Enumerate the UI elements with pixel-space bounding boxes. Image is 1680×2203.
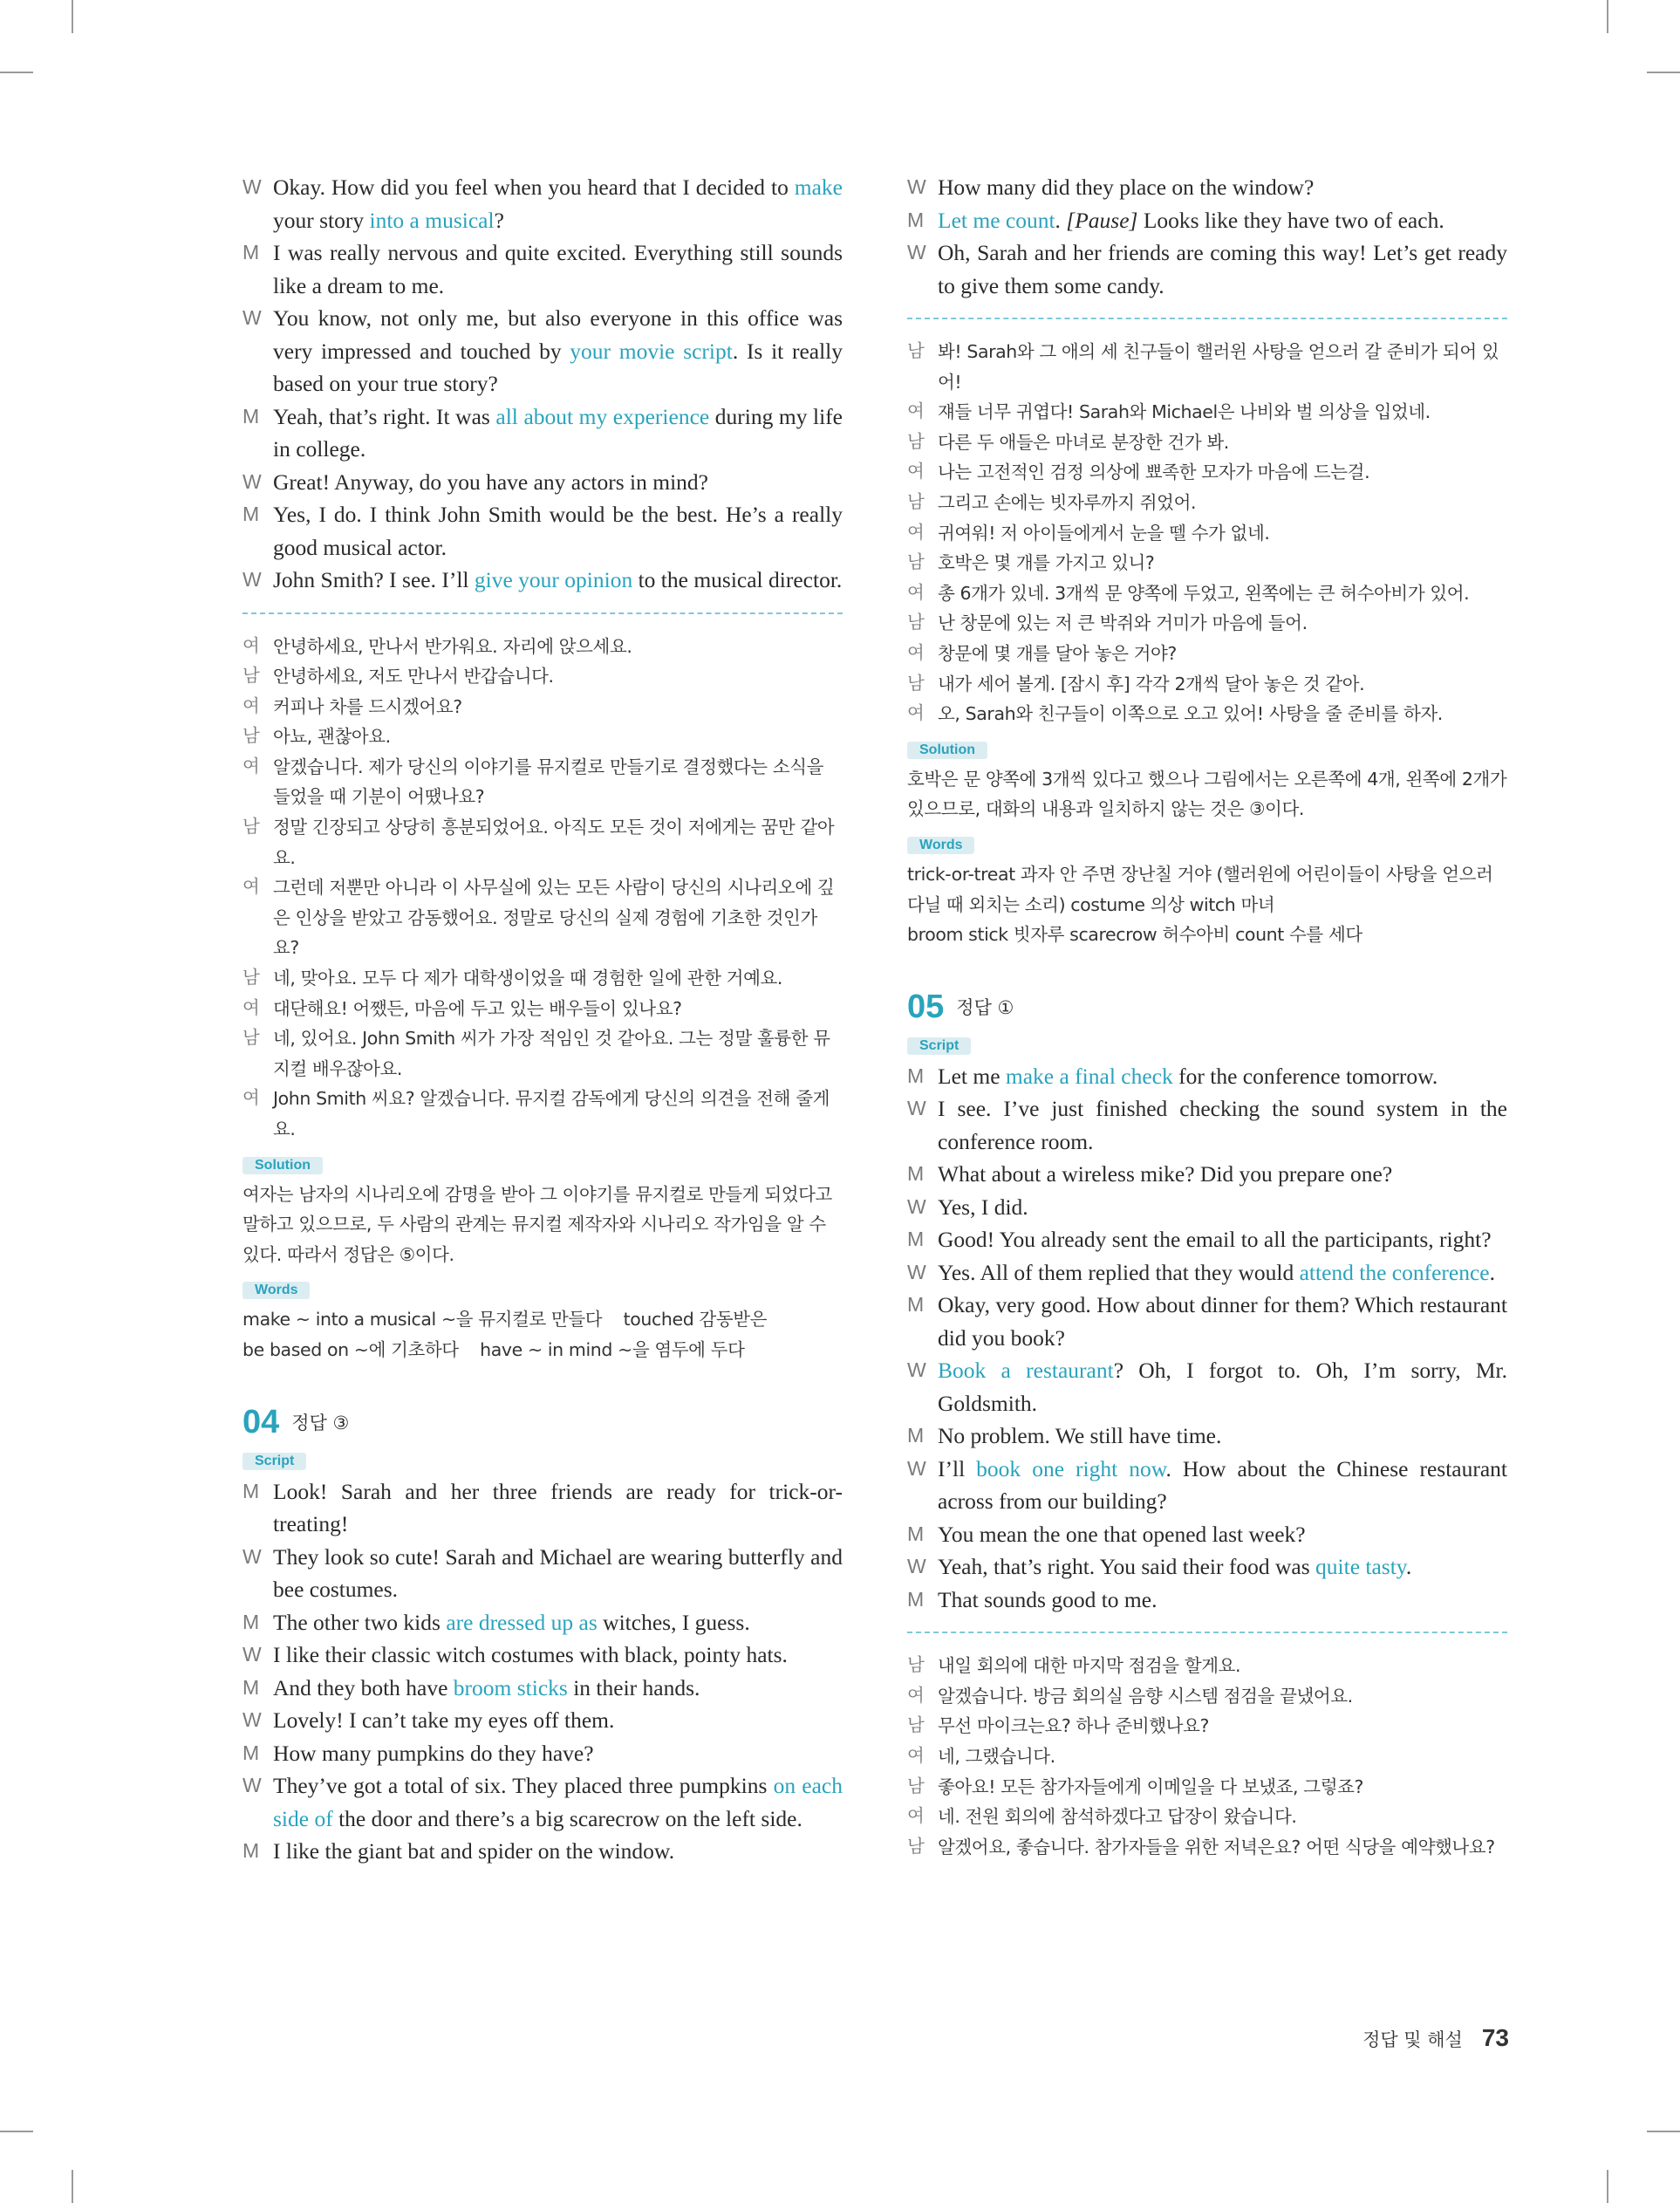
translation-text: 알겠어요, 좋습니다. 참가자들을 위한 저녁은요? 어떤 식당을 예약했나요? [938, 1836, 1495, 1857]
speaker-label: 여 [242, 695, 260, 716]
dialogue-line [907, 1092, 1507, 1158]
speaker-label: 남 [907, 431, 925, 452]
speaker-label: M [242, 503, 260, 525]
dialogue-text: . Is it really based on your true story? [273, 338, 843, 396]
translation-text: 알겠습니다. 제가 당신의 이야기를 뮤지컬로 만들기로 결정했다는 소식을 들었을 때 기분이 어땠나요? [273, 756, 824, 808]
speaker-label: W [907, 1358, 926, 1382]
dialogue-text: ? [494, 207, 504, 233]
translation-text: 대단해요! 어쨌든, 마음에 두고 있는 배우들이 있나요? [273, 997, 682, 1019]
speaker-label: 여 [242, 1088, 260, 1109]
dialogue-line [242, 302, 843, 400]
translation-text: 네. 전원 회의에 참석하겠다고 답장이 왔습니다. [938, 1806, 1297, 1828]
dialogue-line [242, 400, 843, 466]
dialogue-text: Okay. How did you feel when you heard that I decided to [273, 174, 795, 200]
crop-mark [1647, 72, 1680, 73]
dialogue-text: I like the giant bat and spider on the window. [273, 1838, 675, 1864]
speaker-label: 여 [242, 635, 260, 656]
dialogue-text: You know, not only me, but also everyone in this office was very impressed and touched by [273, 305, 843, 364]
question-header [242, 1404, 843, 1447]
translation-text: 네, 그랬습니다. [938, 1745, 1055, 1767]
dialogue-text: Yes, I do. I think John Smith would be the best. He’s a really good musical actor. [273, 502, 843, 560]
dashed-divider [907, 318, 1507, 319]
speaker-label: W [242, 306, 262, 329]
speaker-label: 남 [907, 1836, 925, 1857]
dialogue-line [907, 1191, 1507, 1224]
dialogue-text: Yeah, that’s right. It was [273, 403, 496, 429]
dialogue-line [242, 1769, 843, 1835]
speaker-label: 남 [907, 1715, 925, 1736]
speaker-label: M [907, 1522, 925, 1545]
dialogue-line [907, 1550, 1507, 1584]
speaker-label: 여 [907, 462, 925, 482]
speaker-label: M [242, 404, 260, 428]
speaker-label: 남 [907, 341, 925, 361]
dialogue-line [907, 1453, 1507, 1518]
dialogue-line [907, 204, 1507, 237]
translation-text: 그리고 손에는 빗자루까지 쥐었어. [938, 491, 1197, 513]
translation-text: 내가 세어 볼게. [잠시 후] 각각 2개씩 달아 놓은 것 같아. [938, 673, 1365, 694]
dialogue-line [242, 1475, 843, 1541]
script-dialogue [907, 171, 1507, 302]
speaker-label: 여 [907, 582, 925, 603]
dialogue-text: Okay, very good. How about dinner for them? Which restaurant did you book? [938, 1292, 1507, 1351]
speaker-label: 여 [907, 1745, 925, 1766]
speaker-label: 여 [242, 997, 260, 1018]
crop-mark [0, 72, 33, 73]
question-number: 04 [242, 1403, 280, 1440]
speaker-label: 남 [907, 552, 925, 573]
translation-text: 다른 두 애들은 마녀로 분장한 건가 봐. [938, 431, 1229, 453]
dialogue-text: for the conference tomorrow. [1172, 1063, 1438, 1089]
answer-label: 정답 ① [956, 997, 1014, 1019]
speaker-label: W [907, 1097, 926, 1120]
translation-line [907, 397, 1507, 428]
translation-line [907, 1681, 1507, 1712]
highlighted-phrase: attend the conference [1299, 1259, 1490, 1285]
dialogue-line [242, 564, 843, 597]
speaker-label: 남 [242, 817, 260, 838]
solution-text: 호박은 문 양쪽에 3개씩 있다고 했으나 그림에서는 오른쪽에 4개, 왼쪽에 2개가 있으므로, 대화의 내용과 일치하지 않는 것은 ③이다. [907, 768, 1507, 820]
translation-line [242, 1084, 843, 1144]
speaker-label: W [907, 175, 926, 198]
speaker-label: 남 [242, 1028, 260, 1049]
dialogue-line [907, 1256, 1507, 1290]
speaker-label: M [907, 1162, 925, 1186]
speaker-label: 여 [907, 522, 925, 543]
dialogue-text: They’ve got a total of six. They placed three pumpkins [273, 1773, 774, 1799]
page-footer [1308, 2024, 1509, 2052]
speaker-label: W [907, 1194, 926, 1218]
dialogue-line [242, 1606, 843, 1639]
dialogue-text: Let me [938, 1063, 1006, 1089]
translation-text: 봐! Sarah와 그 애의 세 친구들이 핼러윈 사탕을 얻으러 갈 준비가 되어 있어! [938, 341, 1499, 393]
speaker-label: M [907, 1064, 925, 1087]
dialogue-text: Looks like they have two of each. [1137, 207, 1444, 233]
dialogue-text: during my life in college. [273, 403, 843, 462]
question-header [907, 989, 1507, 1032]
speaker-label: M [907, 1293, 925, 1317]
speaker-label: M [242, 241, 260, 263]
crop-mark [1607, 0, 1608, 33]
translation-text: 안녕하세요, 저도 만나서 반갑습니다. [273, 666, 554, 688]
speaker-label: 여 [242, 756, 260, 777]
translation-text: 무선 마이크는요? 하나 준비했나요? [938, 1715, 1209, 1737]
highlighted-phrase: give your opinion [474, 567, 633, 592]
translation-text: 알겠습니다. 방금 회의실 음향 시스템 점검을 끝냈어요. [938, 1685, 1353, 1707]
dialogue-line [907, 1223, 1507, 1256]
dialogue-line [907, 1518, 1507, 1551]
dialogue-text: Yes. All of them replied that they would [938, 1259, 1300, 1285]
translation-line [907, 457, 1507, 488]
translation-line [242, 722, 843, 752]
highlighted-phrase: into a musical [369, 207, 495, 233]
translation-line [907, 518, 1507, 549]
dialogue-text: And they both have [273, 1674, 454, 1700]
speaker-label: W [242, 1774, 262, 1797]
highlighted-phrase: all about my experience [495, 403, 710, 429]
dialogue-text: your story [273, 207, 370, 233]
dialogue-text: They look so cute! Sarah and Michael are wearing butterfly and bee costumes. [273, 1543, 843, 1603]
speaker-label: 남 [242, 726, 260, 747]
dialogue-line [242, 466, 843, 499]
translation-line [907, 639, 1507, 669]
translation-text: 정말 긴장되고 상당히 흥분되었어요. 아직도 모든 것이 저에게는 꿈만 같아요. [273, 817, 835, 868]
left-column [242, 171, 843, 1868]
speaker-label: 여 [242, 877, 260, 898]
speaker-label: M [907, 208, 925, 231]
dialogue-line [907, 1354, 1507, 1420]
dialogue-text: the door and there’s a big scarecrow on the left side. [332, 1805, 802, 1831]
solution-tag: Solution [242, 1157, 323, 1174]
words-tag: Words [242, 1282, 310, 1299]
dialogue-text: in their hands. [567, 1674, 700, 1700]
dialogue-text: Oh, Sarah and her friends are coming this way! Let’s get ready to give them some candy. [938, 240, 1507, 298]
translation-line [907, 488, 1507, 518]
stage-direction: [Pause] [1066, 207, 1138, 233]
dialogue-line [242, 1835, 843, 1868]
dialogue-line [242, 1639, 843, 1672]
dialogue-text: How many pumpkins do they have? [273, 1740, 594, 1766]
translation-text: 네, 있어요. John Smith 씨가 가장 적임인 것 같아요. 그는 정말 훌륭한 뮤지컬 배우잖아요. [273, 1028, 830, 1079]
speaker-label: M [907, 1424, 925, 1447]
dialogue-text: Great! Anyway, do you have any actors in mind? [273, 469, 708, 495]
speaker-label: 여 [907, 1685, 925, 1706]
translation-line [907, 1802, 1507, 1832]
translation-text: 아뇨, 괜찮아요. [273, 726, 391, 748]
dialogue-text: How many did they place on the window? [938, 174, 1315, 200]
speaker-label: M [907, 1587, 925, 1611]
translation-line [242, 812, 843, 872]
translation-line [907, 1772, 1507, 1803]
dialogue-text: That sounds good to me. [938, 1586, 1158, 1612]
words-line: broom stick 빗자루 scarecrow 허수아비 count 수를 세다 [907, 924, 1362, 946]
highlighted-phrase: book one right now [976, 1455, 1166, 1481]
translation-line [907, 578, 1507, 609]
dialogue-line [907, 171, 1507, 204]
solution-tag: Solution [907, 742, 987, 759]
dialogue-text: ? Oh, I forgot to. Oh, I’m sorry, Mr. Goldsmith. [938, 1358, 1507, 1416]
dialogue-text: . How about the Chinese restaurant across from our building? [938, 1455, 1507, 1515]
translation-text: 좋아요! 모든 참가자들에게 이메일을 다 보냈죠, 그렇죠? [938, 1775, 1363, 1797]
script-dialogue [907, 1060, 1507, 1617]
dialogue-text: . [1405, 1554, 1412, 1580]
dialogue-text: No problem. We still have time. [938, 1423, 1222, 1449]
dialogue-text: I’ll [938, 1455, 977, 1481]
page-number: 73 [1481, 2024, 1509, 2051]
translation-text: John Smith 씨요? 알겠습니다. 뮤지컬 감독에게 당신의 의견을 전해 줄게요. [273, 1088, 830, 1139]
translation-list [907, 337, 1507, 729]
dialogue-text: Lovely! I can’t take my eyes off them. [273, 1707, 615, 1734]
dialogue-text: to the musical director. [632, 567, 843, 592]
words-line: trick-or-treat 과자 안 주면 장난칠 거야 (핼러윈에 어린이들이 사탕을 얻으러 다닐 때 외치는 소리) costume 의상 witch 마녀 [907, 863, 1493, 915]
highlighted-phrase: quite tasty [1315, 1554, 1406, 1580]
speaker-label: 여 [907, 642, 925, 663]
dashed-divider [242, 612, 843, 614]
dialogue-line [907, 236, 1507, 302]
script-tag: Script [242, 1453, 306, 1470]
speaker-label: W [907, 1456, 926, 1480]
script-tag: Script [907, 1037, 971, 1055]
highlighted-phrase: your movie script [570, 338, 733, 364]
speaker-label: M [242, 1479, 260, 1502]
dialogue-text: witches, I guess. [597, 1609, 750, 1635]
translation-text: 난 창문에 있는 저 큰 박쥐와 거미가 마음에 들어. [938, 612, 1308, 634]
speaker-label: W [242, 175, 262, 198]
translation-text: 쟤들 너무 귀엽다! Sarah와 Michael은 나비와 벌 의상을 입었네. [938, 401, 1431, 423]
translation-line [907, 1832, 1507, 1863]
translation-line [907, 548, 1507, 578]
highlighted-phrase: make [794, 174, 843, 200]
dialogue-line [242, 1704, 843, 1737]
dialogue-text: You mean the one that opened last week? [938, 1521, 1306, 1547]
crop-mark [72, 2170, 73, 2203]
speaker-label: 남 [242, 968, 260, 989]
dialogue-line [907, 1158, 1507, 1191]
speaker-label: 남 [907, 1775, 925, 1796]
highlighted-phrase: Book a restaurant [938, 1358, 1114, 1384]
speaker-label: W [907, 1260, 926, 1283]
solution-text: 여자는 남자의 시나리오에 감명을 받아 그 이야기를 뮤지컬로 만들게 되었다고 말하고 있으므로, 두 사람의 관계는 뮤지컬 제작자와 시나리오 작가임을 알 수 있다. 따라서 정답은 ⑤이다. [242, 1183, 832, 1265]
translation-line [907, 1651, 1507, 1681]
highlighted-phrase: Let me count [938, 207, 1055, 233]
speaker-label: W [907, 1555, 926, 1578]
translation-text: 커피나 차를 드시겠어요? [273, 695, 462, 717]
speaker-label: 여 [907, 703, 925, 724]
words-tag: Words [907, 837, 974, 854]
translation-text: 네, 맞아요. 모두 다 제가 대학생이었을 때 경험한 일에 관한 거예요. [273, 968, 782, 989]
speaker-label: 남 [907, 612, 925, 633]
translation-text: 호박은 몇 개를 가지고 있니? [938, 552, 1155, 574]
crop-mark [0, 2131, 33, 2132]
dialogue-text: What about a wireless mike? Did you prepare one? [938, 1161, 1393, 1187]
translation-list [907, 1651, 1507, 1862]
translation-text: 나는 고전적인 검정 의상에 뾰족한 모자가 마음에 드는걸. [938, 462, 1370, 483]
speaker-label: W [242, 1544, 262, 1568]
dialogue-line [242, 1737, 843, 1770]
dialogue-text: I see. I’ve just finished checking the sound system in the conference room. [938, 1096, 1507, 1154]
dialogue-text: I was really nervous and quite excited. Everything still sounds like a dream to me. [273, 240, 843, 298]
right-column [907, 171, 1507, 1862]
dialogue-text: The other two kids [273, 1609, 447, 1635]
crop-mark [1647, 2131, 1680, 2132]
translation-line [907, 428, 1507, 458]
speaker-label: W [242, 1708, 262, 1732]
dashed-divider [907, 1632, 1507, 1633]
translation-line [907, 337, 1507, 397]
translation-line [242, 872, 843, 963]
answer-label: 정답 ③ [291, 1413, 350, 1434]
dialogue-text: John Smith? I see. I’ll [273, 567, 475, 592]
dialogue-text: Yeah, that’s right. You said their food was [938, 1554, 1316, 1580]
dialogue-line [907, 1060, 1507, 1093]
dialogue-line [907, 1289, 1507, 1354]
dialogue-text: Yes, I did. [938, 1194, 1028, 1220]
translation-line [907, 1741, 1507, 1772]
words-line: be based on ~에 기초하다 have ~ in mind ~을 염두에 두다 [242, 1338, 745, 1360]
highlighted-phrase: are dressed up as [446, 1609, 598, 1635]
speaker-label: 여 [907, 401, 925, 422]
translation-line [242, 1023, 843, 1084]
words-line: make ~ into a musical ~을 뮤지컬로 만들다 touched 감동받은 [242, 1309, 768, 1331]
translation-text: 그런데 저뿐만 아니라 이 사무실에 있는 모든 사람이 당신의 시나리오에 깊은 인상을 받았고 감동했어요. 정말로 당신의 실제 경험에 기초한 것인가요? [273, 877, 835, 959]
highlighted-phrase: make a final check [1005, 1063, 1173, 1089]
translation-line [907, 699, 1507, 729]
translation-line [242, 661, 843, 692]
dialogue-text: . [1055, 207, 1067, 233]
translation-line [907, 608, 1507, 639]
translation-list [242, 632, 843, 1145]
dialogue-line [242, 236, 843, 302]
speaker-label: 남 [907, 1655, 925, 1676]
speaker-label: M [242, 1675, 260, 1699]
translation-text: 안녕하세요, 만나서 반가워요. 자리에 앉으세요. [273, 635, 632, 657]
translation-line [907, 1711, 1507, 1741]
dialogue-text: . [1489, 1259, 1495, 1285]
dialogue-text: Good! You already sent the email to all the participants, right? [938, 1227, 1492, 1253]
speaker-label: 남 [242, 666, 260, 687]
footer-label: 정답 및 해설 [1362, 2029, 1463, 2050]
speaker-label: 여 [907, 1806, 925, 1827]
translation-text: 귀여워! 저 아이들에게서 눈을 뗄 수가 없네. [938, 522, 1270, 544]
translation-line [242, 632, 843, 662]
speaker-label: M [907, 1228, 925, 1251]
script-dialogue [242, 1475, 843, 1868]
translation-line [907, 669, 1507, 700]
speaker-label: M [242, 1839, 260, 1863]
speaker-label: 남 [907, 673, 925, 694]
translation-line [242, 994, 843, 1024]
crop-mark [1607, 2170, 1608, 2203]
speaker-label: W [242, 568, 262, 591]
dialogue-line [242, 171, 843, 236]
speaker-label: W [242, 1643, 262, 1666]
dialogue-line [907, 1584, 1507, 1617]
translation-line [242, 692, 843, 722]
translation-line [242, 963, 843, 994]
dialogue-text: Look! Sarah and her three friends are ready for trick-or-treating! [273, 1478, 843, 1537]
translation-text: 총 6개가 있네. 3개씩 문 양쪽에 두었고, 왼쪽에는 큰 허수아비가 있어. [938, 582, 1470, 604]
speaker-label: 남 [907, 491, 925, 512]
speaker-label: M [242, 1610, 260, 1633]
highlighted-phrase: on each side of [273, 1773, 843, 1831]
dialogue-line [907, 1420, 1507, 1453]
speaker-label: M [242, 1741, 260, 1764]
highlighted-phrase: broom sticks [453, 1674, 568, 1700]
dialogue-line [242, 498, 843, 564]
speaker-label: W [242, 469, 262, 493]
translation-text: 오, Sarah와 친구들이 이쪽으로 오고 있어! 사탕을 줄 준비를 하자. [938, 703, 1443, 725]
dialogue-line [242, 1672, 843, 1705]
question-number: 05 [907, 988, 945, 1025]
speaker-label: W [907, 241, 926, 263]
dialogue-line [242, 1541, 843, 1606]
script-dialogue [242, 171, 843, 597]
crop-mark [72, 0, 73, 33]
translation-text: 내일 회의에 대한 마지막 점검을 할게요. [938, 1655, 1241, 1677]
translation-line [242, 752, 843, 812]
dialogue-text: I like their classic witch costumes with black, pointy hats. [273, 1642, 788, 1668]
translation-text: 창문에 몇 개를 달아 놓은 거야? [938, 642, 1177, 664]
